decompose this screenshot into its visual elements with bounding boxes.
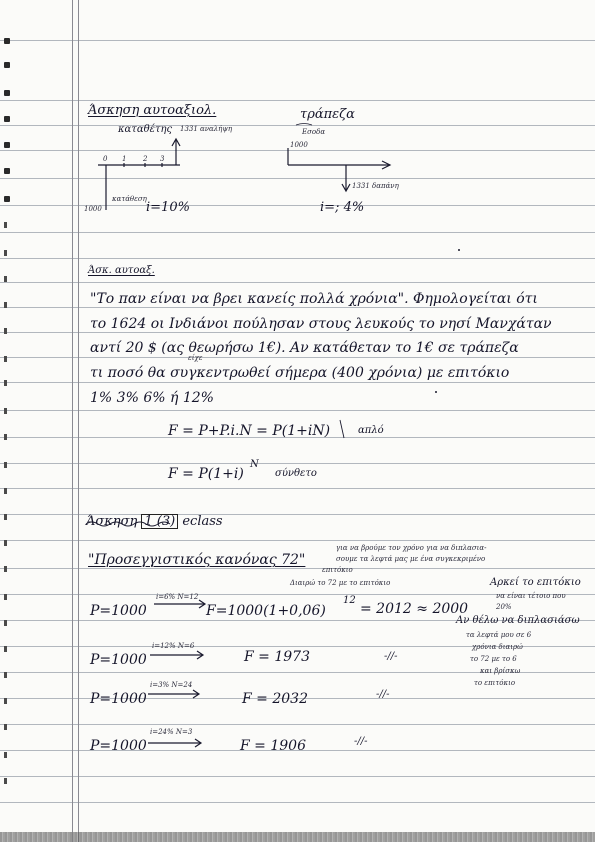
side-note: τα λεφτά μου σε 6 (466, 631, 532, 639)
amount-1000-left: 1000 (84, 205, 102, 213)
row-mark: -//- (384, 651, 398, 662)
exercise1-title: Άσκηση αυτοαξιολ. (88, 103, 217, 118)
exercise3-title (86, 514, 223, 529)
row-principal: P=1000 (90, 738, 147, 754)
rule-72-title: "Προσεγγιστικός κανόνας 72" (88, 552, 306, 568)
superscript-note: είχε (188, 354, 203, 362)
side-note: και βρίσκω (480, 667, 521, 675)
problem-line: "Το παν είναι να βρει κανείς πολλά χρόνια". Φημολογείται ότι (90, 291, 538, 307)
row-formula: F = 2032 (242, 691, 308, 707)
side-note: για να βρούμε τον χρόνο για να διπλασια- (336, 544, 487, 552)
side-note: Διαιρώ το 72 με το επιτόκιο (290, 579, 391, 587)
exercise3-title-number: 1 (3) (141, 514, 178, 529)
exercise3-title-prefix: Άσκηση (86, 514, 138, 529)
row-condition: i=6% N=12 (156, 593, 199, 601)
side-note: Αν θέλω να διπλασιάσω (456, 615, 580, 626)
cashier-label: καταθέτης (118, 124, 173, 135)
problem-line: το 1624 οι Ινδιάνοι πούλησαν στους λευκούς το νησί Μανχάταν (90, 316, 552, 332)
side-note: χρόνια διαιρώ (472, 643, 523, 651)
rate-right: i=; 4% (320, 200, 365, 215)
formula-compound-note: σύνθετο (275, 468, 317, 479)
row-condition: i=24% N=3 (150, 728, 193, 736)
exercise3-title-suffix: eclass (182, 514, 223, 529)
timeline-label: 3 (160, 155, 165, 163)
deposit-label: κατάθεση (112, 195, 147, 203)
rate-left: i=10% (146, 200, 190, 215)
formula-compound-exponent: N (250, 459, 259, 470)
amount-1331-top: 1331 αναλήψη (180, 125, 233, 133)
side-note: το 72 με το 6 (470, 655, 517, 663)
timeline-label: 0 (103, 155, 108, 163)
row-condition: i=3% N=24 (150, 681, 193, 689)
side-note: το επιτόκιο (474, 679, 516, 687)
row-principal: P=1000 (90, 603, 147, 619)
side-note: επιτόκιο (322, 566, 353, 574)
side-note: Αρκεί το επιτόκιο (490, 577, 581, 588)
formula-simple: F = P+P.i.N = P(1+iN) (168, 423, 331, 439)
problem-line: 1% 3% 6% ή 12% (90, 390, 214, 406)
formula-simple-note: απλό (358, 425, 384, 436)
side-note: σουμε τα λεφτά μας με ένα συγκεκριμένο (336, 555, 486, 563)
amount-1000-right: 1000 (290, 141, 308, 149)
row-principal: P=1000 (90, 652, 147, 668)
row-result: = 2012 ≈ 2000 (360, 601, 469, 617)
problem-line: αντί 20 $ (ας θεωρήσω 1€). Αν κατάθεταν το 1€ σε τράπεζα (90, 340, 519, 356)
row-formula: F = 1973 (244, 649, 310, 665)
exercise2-title: Άσκ. αυτοαξ. (88, 265, 155, 276)
row-condition: i=12% N=6 (152, 642, 195, 650)
row-mark: -//- (376, 689, 390, 700)
formula-compound: F = P(1+i) (168, 466, 244, 482)
bank-label: τράπεζα (300, 107, 355, 122)
timeline-label: 2 (143, 155, 148, 163)
timeline-label: 1 (122, 155, 127, 163)
scan-artifact (0, 832, 595, 842)
row-principal: P=1000 (90, 691, 147, 707)
income-label: Εσοδα (302, 128, 326, 136)
amount-1331-bottom: 1331 δαπάνη (352, 182, 399, 190)
row-mark: -//- (354, 736, 368, 747)
row-formula: F=1000(1+0,06) (206, 603, 326, 619)
row-exponent: 12 (343, 595, 356, 606)
side-note: 20% (496, 603, 512, 611)
row-formula: F = 1906 (240, 738, 306, 754)
side-note: να είναι τέτοιο που (496, 592, 566, 600)
problem-line: τι ποσό θα συγκεντρωθεί σήμερα (400 χρόνια) με επιτόκιο (90, 365, 510, 381)
